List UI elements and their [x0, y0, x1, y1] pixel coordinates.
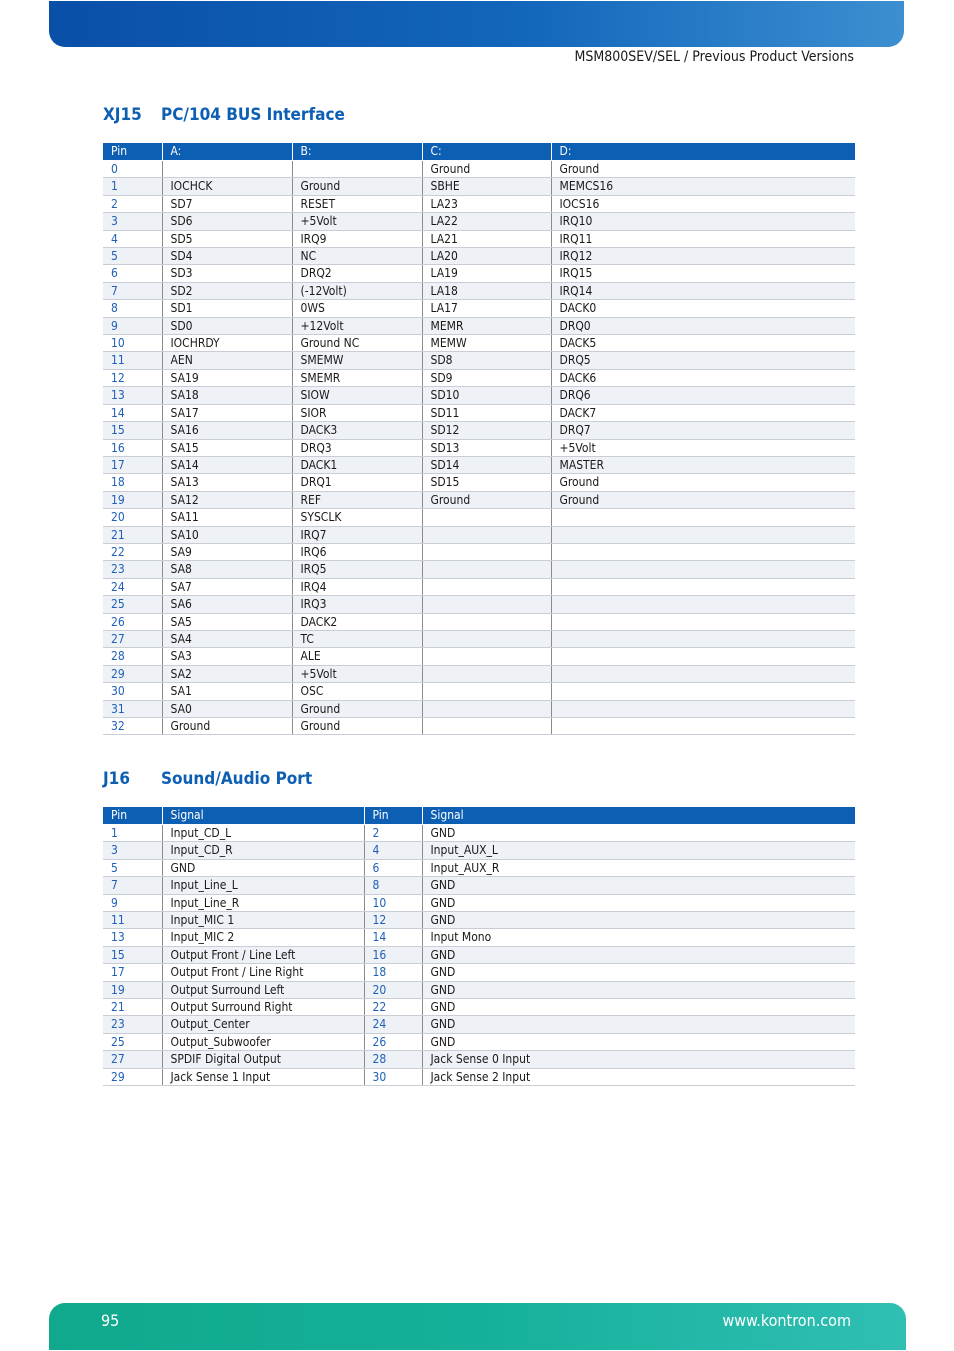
signal-cell: GND [422, 825, 855, 842]
website-link[interactable]: www.kontron.com [722, 1311, 851, 1330]
signal-cell: IRQ6 [292, 543, 422, 560]
signal-cell: TC [292, 630, 422, 647]
signal-cell: SD4 [162, 248, 292, 265]
signal-cell: DRQ2 [292, 265, 422, 282]
table-row [103, 859, 855, 876]
table-row [103, 700, 855, 717]
pin-number: 20 [103, 509, 162, 526]
signal-cell: Input_Line_L [162, 877, 364, 894]
column-header: A: [162, 143, 292, 161]
signal-cell: +5Volt [551, 439, 855, 456]
pin-number: 0 [103, 161, 162, 178]
pin-number: 15 [103, 422, 162, 439]
pin-number: 22 [364, 999, 422, 1016]
section-id: XJ15 [103, 105, 142, 125]
page-number: 95 [101, 1311, 120, 1330]
table-row [103, 369, 855, 386]
pin-number: 17 [103, 964, 162, 981]
signal-cell: GND [422, 1016, 855, 1033]
signal-cell: +12Volt [292, 317, 422, 334]
table-row [103, 1016, 855, 1033]
table-row [103, 213, 855, 230]
signal-cell: Ground [551, 491, 855, 508]
signal-cell: IOCS16 [551, 195, 855, 212]
signal-cell: SA16 [162, 422, 292, 439]
signal-cell: Jack Sense 2 Input [422, 1068, 855, 1085]
signal-cell [422, 630, 551, 647]
signal-cell [422, 683, 551, 700]
pin-number: 16 [103, 439, 162, 456]
signal-cell: IOCHCK [162, 178, 292, 195]
table-row [103, 825, 855, 842]
column-header: Pin [103, 807, 162, 825]
table-row [103, 491, 855, 508]
pin-number: 8 [364, 877, 422, 894]
signal-cell: Ground [422, 491, 551, 508]
pin-number: 28 [103, 648, 162, 665]
signal-cell: ALE [292, 648, 422, 665]
section-title-j16 [103, 769, 312, 789]
table-row [103, 543, 855, 560]
signal-cell: Jack Sense 0 Input [422, 1051, 855, 1068]
column-header: Signal [422, 807, 855, 825]
signal-cell: Output_Subwoofer [162, 1033, 364, 1050]
signal-cell: Ground NC [292, 335, 422, 352]
section-name: Sound/Audio Port [161, 769, 313, 789]
pin-number: 31 [103, 700, 162, 717]
table-row [103, 161, 855, 178]
signal-cell: SA11 [162, 509, 292, 526]
signal-cell: GND [422, 964, 855, 981]
table-row [103, 613, 855, 630]
signal-cell: RESET [292, 195, 422, 212]
signal-cell: SA8 [162, 561, 292, 578]
pin-number: 16 [364, 946, 422, 963]
pin-number: 6 [364, 859, 422, 876]
signal-cell [551, 665, 855, 682]
signal-cell: SD11 [422, 404, 551, 421]
table-row [103, 1033, 855, 1050]
signal-cell: SA18 [162, 387, 292, 404]
top-banner [49, 1, 904, 47]
signal-cell [162, 161, 292, 178]
signal-cell: SA13 [162, 474, 292, 491]
signal-cell [422, 613, 551, 630]
column-header: Signal [162, 807, 364, 825]
signal-cell [551, 683, 855, 700]
signal-cell: SD3 [162, 265, 292, 282]
signal-cell: DACK0 [551, 300, 855, 317]
table-row [103, 265, 855, 282]
signal-cell [422, 596, 551, 613]
signal-cell: Ground [422, 161, 551, 178]
signal-cell [422, 648, 551, 665]
signal-cell: DACK1 [292, 456, 422, 473]
signal-cell: IRQ14 [551, 282, 855, 299]
signal-cell: DRQ3 [292, 439, 422, 456]
table-row [103, 509, 855, 526]
signal-cell: DACK5 [551, 335, 855, 352]
signal-cell: LA22 [422, 213, 551, 230]
signal-cell: DACK3 [292, 422, 422, 439]
signal-cell: SA4 [162, 630, 292, 647]
signal-cell: +5Volt [292, 665, 422, 682]
signal-cell [551, 509, 855, 526]
signal-cell: SD7 [162, 195, 292, 212]
signal-cell: Output Surround Left [162, 981, 364, 998]
signal-cell: SIOR [292, 404, 422, 421]
pin-number: 28 [364, 1051, 422, 1068]
table-row [103, 387, 855, 404]
table-row [103, 335, 855, 352]
signal-cell: IRQ9 [292, 230, 422, 247]
pin-number: 25 [103, 596, 162, 613]
table-row [103, 422, 855, 439]
table-header-row [103, 143, 855, 161]
pin-number: 11 [103, 352, 162, 369]
signal-cell: DRQ1 [292, 474, 422, 491]
signal-cell: Ground [292, 178, 422, 195]
signal-cell: SD12 [422, 422, 551, 439]
pin-number: 11 [103, 912, 162, 929]
signal-cell [422, 543, 551, 560]
signal-cell: SA5 [162, 613, 292, 630]
audio-pin-table [103, 807, 855, 1086]
signal-cell: SA3 [162, 648, 292, 665]
signal-cell [292, 161, 422, 178]
table-row [103, 282, 855, 299]
signal-cell: GND [422, 946, 855, 963]
pin-number: 12 [364, 912, 422, 929]
pc104-pin-table [103, 143, 855, 735]
pin-number: 12 [103, 369, 162, 386]
signal-cell: DRQ7 [551, 422, 855, 439]
table-row [103, 352, 855, 369]
signal-cell: SD5 [162, 230, 292, 247]
signal-cell [551, 543, 855, 560]
signal-cell [422, 561, 551, 578]
signal-cell: NC [292, 248, 422, 265]
table-row [103, 1068, 855, 1085]
signal-cell: SA1 [162, 683, 292, 700]
signal-cell: DACK2 [292, 613, 422, 630]
signal-cell: LA23 [422, 195, 551, 212]
signal-cell: SBHE [422, 178, 551, 195]
signal-cell: DACK6 [551, 369, 855, 386]
signal-cell: IRQ12 [551, 248, 855, 265]
signal-cell [422, 509, 551, 526]
table-row [103, 964, 855, 981]
signal-cell [551, 561, 855, 578]
signal-cell: Ground [292, 700, 422, 717]
signal-cell: SA0 [162, 700, 292, 717]
signal-cell: MASTER [551, 456, 855, 473]
table-row [103, 999, 855, 1016]
pin-number: 10 [103, 335, 162, 352]
signal-cell: SD15 [422, 474, 551, 491]
signal-cell: SA6 [162, 596, 292, 613]
signal-cell: SD8 [422, 352, 551, 369]
pin-number: 30 [364, 1068, 422, 1085]
signal-cell: 0WS [292, 300, 422, 317]
signal-cell: SA9 [162, 543, 292, 560]
signal-cell: GND [422, 999, 855, 1016]
signal-cell: Ground [551, 161, 855, 178]
pin-number: 20 [364, 981, 422, 998]
signal-cell: SD10 [422, 387, 551, 404]
signal-cell: SD0 [162, 317, 292, 334]
signal-cell: LA21 [422, 230, 551, 247]
signal-cell: Input_CD_L [162, 825, 364, 842]
pin-number: 26 [103, 613, 162, 630]
signal-cell: SA15 [162, 439, 292, 456]
signal-cell: SA7 [162, 578, 292, 595]
table-row [103, 842, 855, 859]
signal-cell: Ground [551, 474, 855, 491]
pin-number: 29 [103, 665, 162, 682]
signal-cell: LA19 [422, 265, 551, 282]
section-title-xj15 [103, 105, 345, 125]
signal-cell [551, 648, 855, 665]
signal-cell: IRQ7 [292, 526, 422, 543]
pin-number: 32 [103, 718, 162, 735]
signal-cell [422, 718, 551, 735]
signal-cell: SD2 [162, 282, 292, 299]
table-row [103, 683, 855, 700]
section-name: PC/104 BUS Interface [161, 105, 345, 125]
pin-number: 30 [103, 683, 162, 700]
signal-cell: LA17 [422, 300, 551, 317]
signal-cell [551, 700, 855, 717]
signal-cell: MEMCS16 [551, 178, 855, 195]
pin-number: 19 [103, 491, 162, 508]
table-row [103, 317, 855, 334]
pin-number: 24 [364, 1016, 422, 1033]
column-header: B: [292, 143, 422, 161]
table-row [103, 404, 855, 421]
pin-number: 21 [103, 999, 162, 1016]
pin-number: 26 [364, 1033, 422, 1050]
pin-number: 21 [103, 526, 162, 543]
signal-cell [551, 526, 855, 543]
signal-cell [551, 613, 855, 630]
pin-number: 17 [103, 456, 162, 473]
signal-cell: SYSCLK [292, 509, 422, 526]
signal-cell: OSC [292, 683, 422, 700]
signal-cell: SA19 [162, 369, 292, 386]
column-header: D: [551, 143, 855, 161]
pin-number: 13 [103, 929, 162, 946]
signal-cell: Input_AUX_R [422, 859, 855, 876]
table-row [103, 718, 855, 735]
signal-cell [422, 700, 551, 717]
column-header: Pin [103, 143, 162, 161]
pin-number: 18 [364, 964, 422, 981]
pin-number: 2 [103, 195, 162, 212]
signal-cell: DRQ6 [551, 387, 855, 404]
table-row [103, 456, 855, 473]
table-row [103, 630, 855, 647]
signal-cell: Input_Line_R [162, 894, 364, 911]
signal-cell [551, 596, 855, 613]
table-row [103, 596, 855, 613]
pin-number: 14 [103, 404, 162, 421]
pin-number: 9 [103, 317, 162, 334]
pin-number: 5 [103, 248, 162, 265]
signal-cell [422, 526, 551, 543]
signal-cell: SD9 [422, 369, 551, 386]
signal-cell: SIOW [292, 387, 422, 404]
pin-number: 13 [103, 387, 162, 404]
signal-cell: AEN [162, 352, 292, 369]
signal-cell: SPDIF Digital Output [162, 1051, 364, 1068]
pin-number: 6 [103, 265, 162, 282]
signal-cell: GND [422, 1033, 855, 1050]
signal-cell: Output_Center [162, 1016, 364, 1033]
signal-cell: SA14 [162, 456, 292, 473]
pin-number: 3 [103, 842, 162, 859]
signal-cell: SMEMR [292, 369, 422, 386]
table-row [103, 1051, 855, 1068]
signal-cell: DACK7 [551, 404, 855, 421]
signal-cell [422, 665, 551, 682]
signal-cell: DRQ0 [551, 317, 855, 334]
pin-number: 3 [103, 213, 162, 230]
pin-number: 7 [103, 282, 162, 299]
signal-cell: IRQ11 [551, 230, 855, 247]
signal-cell: IRQ10 [551, 213, 855, 230]
table-row [103, 474, 855, 491]
signal-cell: SA2 [162, 665, 292, 682]
section-id: J16 [103, 769, 130, 789]
document-title: MSM800SEV/SEL / Previous Product Versions [574, 49, 854, 65]
pin-number: 24 [103, 578, 162, 595]
signal-cell: Input_CD_R [162, 842, 364, 859]
signal-cell [551, 578, 855, 595]
signal-cell: SD6 [162, 213, 292, 230]
signal-cell: Input_MIC 1 [162, 912, 364, 929]
pin-number: 7 [103, 877, 162, 894]
column-header: Pin [364, 807, 422, 825]
table-row [103, 248, 855, 265]
signal-cell: LA18 [422, 282, 551, 299]
signal-cell: SA12 [162, 491, 292, 508]
table-row [103, 648, 855, 665]
pin-number: 23 [103, 561, 162, 578]
pin-number: 25 [103, 1033, 162, 1050]
table-row [103, 912, 855, 929]
table-header-row [103, 807, 855, 825]
signal-cell: GND [422, 877, 855, 894]
pin-number: 15 [103, 946, 162, 963]
signal-cell: Ground [162, 718, 292, 735]
signal-cell: MEMW [422, 335, 551, 352]
signal-cell: GND [422, 912, 855, 929]
pin-number: 4 [103, 230, 162, 247]
pin-number: 4 [364, 842, 422, 859]
signal-cell: IRQ3 [292, 596, 422, 613]
pin-number: 1 [103, 178, 162, 195]
signal-cell: SD14 [422, 456, 551, 473]
signal-cell: IRQ4 [292, 578, 422, 595]
signal-cell [551, 718, 855, 735]
footer-bar [49, 1303, 906, 1350]
signal-cell: Input_MIC 2 [162, 929, 364, 946]
signal-cell: LA20 [422, 248, 551, 265]
table-row [103, 578, 855, 595]
pin-number: 1 [103, 825, 162, 842]
pin-number: 5 [103, 859, 162, 876]
signal-cell: Output Front / Line Left [162, 946, 364, 963]
table-row [103, 665, 855, 682]
table-row [103, 439, 855, 456]
pin-number: 27 [103, 1051, 162, 1068]
signal-cell: IRQ15 [551, 265, 855, 282]
pin-number: 23 [103, 1016, 162, 1033]
signal-cell: SD1 [162, 300, 292, 317]
signal-cell: REF [292, 491, 422, 508]
signal-cell: Ground [292, 718, 422, 735]
signal-cell: SA17 [162, 404, 292, 421]
column-header: C: [422, 143, 551, 161]
table-row [103, 178, 855, 195]
table-row [103, 981, 855, 998]
table-row [103, 946, 855, 963]
signal-cell: GND [162, 859, 364, 876]
table-row [103, 300, 855, 317]
signal-cell: IOCHRDY [162, 335, 292, 352]
pin-number: 22 [103, 543, 162, 560]
signal-cell: SMEMW [292, 352, 422, 369]
signal-cell [422, 578, 551, 595]
table-row [103, 561, 855, 578]
pin-number: 27 [103, 630, 162, 647]
pin-number: 19 [103, 981, 162, 998]
pin-number: 29 [103, 1068, 162, 1085]
signal-cell: Output Front / Line Right [162, 964, 364, 981]
signal-cell: SA10 [162, 526, 292, 543]
pin-number: 2 [364, 825, 422, 842]
pin-number: 9 [103, 894, 162, 911]
table-row [103, 877, 855, 894]
signal-cell: Input_AUX_L [422, 842, 855, 859]
signal-cell [551, 630, 855, 647]
pin-number: 18 [103, 474, 162, 491]
table-row [103, 195, 855, 212]
signal-cell: GND [422, 981, 855, 998]
signal-cell: SD13 [422, 439, 551, 456]
signal-cell: (-12Volt) [292, 282, 422, 299]
table-row [103, 526, 855, 543]
signal-cell: +5Volt [292, 213, 422, 230]
pin-number: 8 [103, 300, 162, 317]
pin-number: 10 [364, 894, 422, 911]
signal-cell: IRQ5 [292, 561, 422, 578]
signal-cell: DRQ5 [551, 352, 855, 369]
signal-cell: Output Surround Right [162, 999, 364, 1016]
signal-cell: Input Mono [422, 929, 855, 946]
table-row [103, 894, 855, 911]
signal-cell: Jack Sense 1 Input [162, 1068, 364, 1085]
pin-number: 14 [364, 929, 422, 946]
signal-cell: GND [422, 894, 855, 911]
table-row [103, 929, 855, 946]
table-row [103, 230, 855, 247]
signal-cell: MEMR [422, 317, 551, 334]
